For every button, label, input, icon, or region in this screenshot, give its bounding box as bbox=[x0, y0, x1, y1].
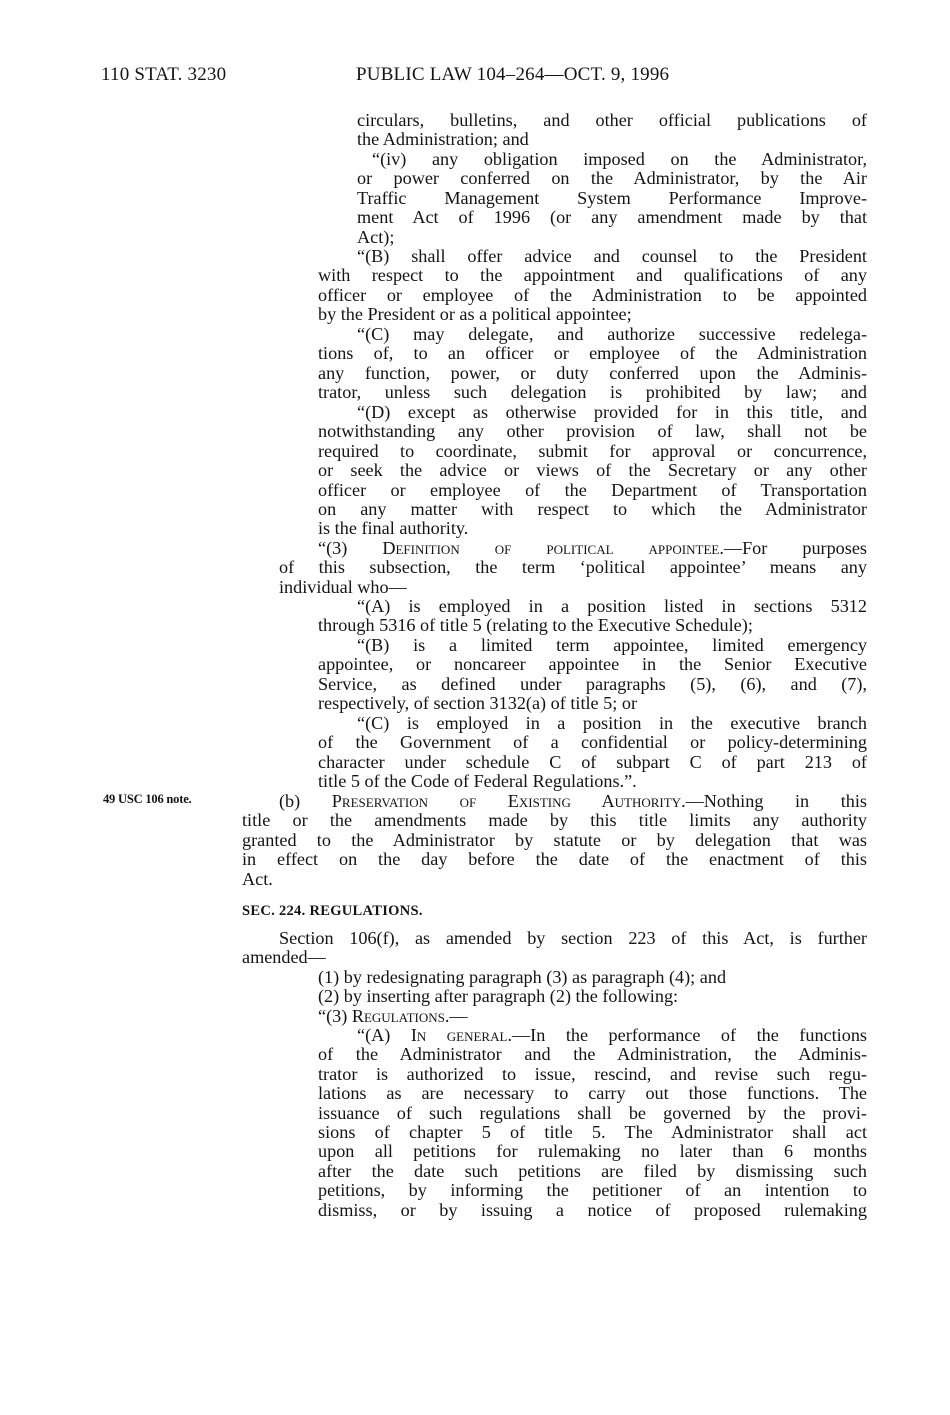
text-line: dismiss, or by issuing a notice of proposed rulemaking bbox=[318, 1199, 867, 1220]
paragraph-heading: Definition of political appointee bbox=[382, 538, 720, 558]
text-line: “(B) shall offer advice and counsel to the President bbox=[357, 246, 867, 266]
text-line: “(A) is employed in a position listed in sections 5312 bbox=[357, 596, 867, 616]
text-line bbox=[279, 539, 867, 558]
paragraph-heading: Regulations bbox=[351, 1005, 445, 1026]
definition-c bbox=[318, 714, 867, 792]
text-line: of the Administrator and the Administration, the Adminis- bbox=[318, 1044, 867, 1065]
text-line: title 5 of the Code of Federal Regulations.”. bbox=[318, 771, 637, 792]
text-line: through 5316 of title 5 (relating to the Executive Schedule); bbox=[318, 615, 753, 636]
subparagraph-text: .—In the performance of the functions bbox=[507, 1025, 867, 1045]
text-line: character under schedule C of subpart C of part 213 of bbox=[318, 751, 867, 772]
text-line: upon all petitions for rulemaking no later than 6 months bbox=[318, 1141, 867, 1162]
text-line: issuance of such regulations shall be governed by the provi- bbox=[318, 1102, 867, 1123]
subsection-b-preservation bbox=[242, 792, 867, 889]
text-line: or seek the advice or views of the Secretary or any other bbox=[318, 460, 867, 481]
text-line: in effect on the day before the date of the enactment of this bbox=[242, 849, 867, 870]
text-line: by the President or as a political appointee; bbox=[318, 304, 632, 325]
subparagraph-a-in-general bbox=[318, 1026, 867, 1220]
text-line: trator is authorized to issue, rescind, and revise such regu- bbox=[318, 1063, 867, 1084]
text-line: after the date such petitions are filed by dismissing such bbox=[318, 1160, 867, 1181]
margin-note: 49 USC 106 note. bbox=[103, 792, 192, 806]
text-line: tions of, to an officer or employee of the Administration bbox=[318, 343, 867, 364]
section-heading: SEC. 224. REGULATIONS. bbox=[242, 903, 423, 919]
text-line: Section 106(f), as amended by section 223 of this Act, is further bbox=[279, 928, 867, 948]
text-line: is the final authority. bbox=[318, 518, 469, 539]
text-line: notwithstanding any other provision of law, shall not be bbox=[318, 421, 867, 442]
text-line: sions of chapter 5 of title 5. The Administrator shall act bbox=[318, 1122, 867, 1143]
text-line: appointee, or noncareer appointee in the Senior Executive bbox=[318, 654, 867, 675]
paragraph-continuation bbox=[357, 111, 867, 150]
text-line: (1) by redesignating paragraph (3) as paragraph (4); and bbox=[318, 967, 727, 987]
subsection-number: (b) bbox=[279, 791, 332, 811]
paragraph-number: “(3) bbox=[318, 1005, 352, 1026]
paragraph-3-definition bbox=[279, 539, 867, 597]
text-line: with respect to the appointment and qualifications of any bbox=[318, 265, 867, 286]
text-line: (2) by inserting after paragraph (2) the following: bbox=[318, 986, 679, 1007]
subparagraph-heading: In general bbox=[410, 1025, 508, 1045]
text-line: “(B) is a limited term appointee, limited emergency bbox=[357, 635, 867, 655]
paragraph-number: “(3) bbox=[318, 538, 383, 558]
subparagraph-b bbox=[318, 247, 867, 325]
paragraph-text: .—For purposes bbox=[719, 538, 868, 558]
text-line: any function, power, or duty conferred upon the Adminis- bbox=[318, 362, 867, 383]
subsection-heading: Preservation of Existing Authority bbox=[331, 791, 682, 811]
text-line bbox=[242, 792, 867, 811]
text-line: Act. bbox=[242, 868, 273, 889]
text-line: Traffic Management System Performance Improve- bbox=[357, 187, 867, 208]
text-line: title or the amendments made by this title limits any authority bbox=[242, 810, 867, 831]
amendment-list bbox=[318, 968, 867, 1026]
text-line bbox=[318, 1007, 867, 1026]
subparagraph-number: “(A) bbox=[357, 1025, 411, 1045]
text-line: respectively, of section 3132(a) of title 5; or bbox=[318, 693, 638, 714]
text-line: “(C) is employed in a position in the executive branch bbox=[357, 713, 867, 733]
text-line: circulars, bulletins, and other official publications of bbox=[357, 110, 867, 130]
text-line: “(D) except as otherwise provided for in this title, and bbox=[357, 402, 867, 422]
text-line bbox=[318, 1026, 867, 1045]
page-header-left: 110 STAT. 3230 bbox=[101, 64, 227, 85]
text-line: “(C) may delegate, and authorize successive redelega- bbox=[357, 324, 867, 344]
text-line: officer or employee of the Department of Transportation bbox=[318, 479, 867, 500]
text-line: of the Government of a confidential or policy-determining bbox=[318, 732, 867, 753]
subparagraph-d bbox=[318, 403, 867, 539]
text-line: “(iv) any obligation imposed on the Administrator, bbox=[372, 149, 867, 169]
paragraph-text: .— bbox=[444, 1005, 468, 1026]
text-line: on any matter with respect to which the Administrator bbox=[318, 499, 867, 520]
definition-a bbox=[318, 597, 867, 636]
text-line: Act); bbox=[357, 226, 395, 247]
text-line: or power conferred on the Administrator, by the Air bbox=[357, 168, 867, 189]
section-224-intro bbox=[242, 929, 867, 968]
text-line: petitions, by informing the petitioner of an intention to bbox=[318, 1180, 867, 1201]
text-line: granted to the Administrator by statute or by delegation that was bbox=[242, 829, 867, 850]
text-line: required to coordinate, submit for approval or concurrence, bbox=[318, 440, 867, 461]
text-line: amended— bbox=[242, 947, 326, 968]
text-line: the Administration; and bbox=[357, 129, 529, 150]
subparagraph-c bbox=[318, 325, 867, 403]
text-line: of this subsection, the term ‘political appointee’ means any bbox=[279, 557, 867, 578]
clause-iv bbox=[357, 150, 867, 247]
definition-b bbox=[318, 636, 867, 714]
text-line: officer or employee of the Administration to be appointed bbox=[318, 284, 867, 305]
text-line: trator, unless such delegation is prohibited by law; and bbox=[318, 382, 867, 403]
text-line: lations as are necessary to carry out those functions. The bbox=[318, 1083, 867, 1104]
page-header-center: PUBLIC LAW 104–264—OCT. 9, 1996 bbox=[356, 64, 670, 85]
text-line: Service, as defined under paragraphs (5), (6), and (7), bbox=[318, 673, 867, 694]
text-line: ment Act of 1996 (or any amendment made by that bbox=[357, 207, 867, 228]
subsection-text: .—Nothing in this bbox=[681, 791, 867, 811]
text-line: individual who— bbox=[279, 576, 407, 597]
